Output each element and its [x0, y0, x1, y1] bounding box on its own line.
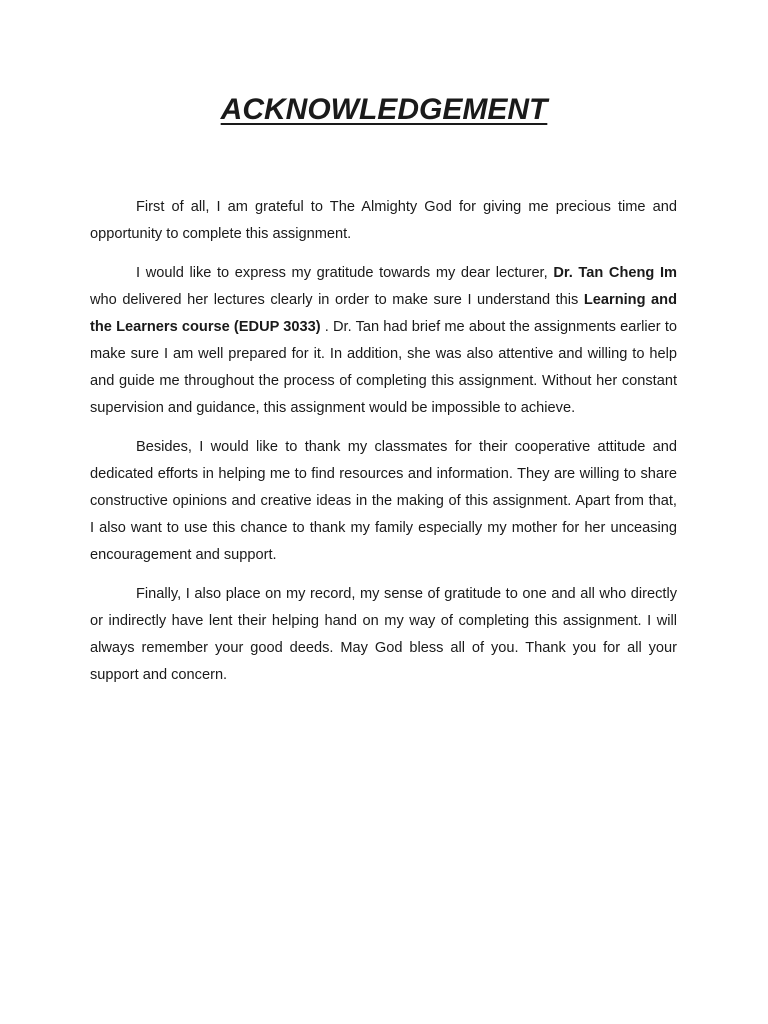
paragraph-text: Besides, I would like to thank my classmates for their cooperative attitude and dedicated efforts in helping me to find resources and information. They are willing to share constructive opinions and creative ideas in the making of this assignment. Apart from that, I also want to use this chance to thank my family especially my mother for her unceasing encouragement and support. — [90, 439, 677, 563]
paragraph-text: First of all, I am grateful to The Almighty God for giving me precious time and opportunity to complete this assignment. — [90, 199, 677, 242]
document-body — [90, 194, 677, 701]
paragraph-classmates — [90, 434, 677, 569]
paragraph-text: I would like to express my gratitude towards my dear lecturer, — [136, 265, 554, 281]
paragraph-text: Finally, I also place on my record, my sense of gratitude to one and all who directly or indirectly have lent their helping hand on my way of completing this assignment. I will always remember your good deeds. May God bless all of you. Thank you for all your support and concern. — [90, 586, 677, 683]
paragraph-text: who delivered her lectures clearly in order to make sure I understand this — [90, 292, 584, 308]
course-name: Learning and the Learners course (EDUP 3033) — [90, 292, 677, 335]
paragraph-text: . Dr. Tan had brief me about the assignments earlier to make sure I am well prepared for it. In addition, she was also attentive and willing to help and guide me throughout the process of completing this assignment. Without her constant supervision and guidance, this assignment would be impossible to achieve. — [90, 319, 677, 416]
page-title: ACKNOWLEDGEMENT — [220, 93, 548, 126]
lecturer-name: Dr. Tan Cheng Im — [553, 265, 677, 281]
paragraph-intro — [90, 194, 677, 248]
paragraph-closing — [90, 581, 677, 689]
paragraph-lecturer — [90, 260, 677, 422]
